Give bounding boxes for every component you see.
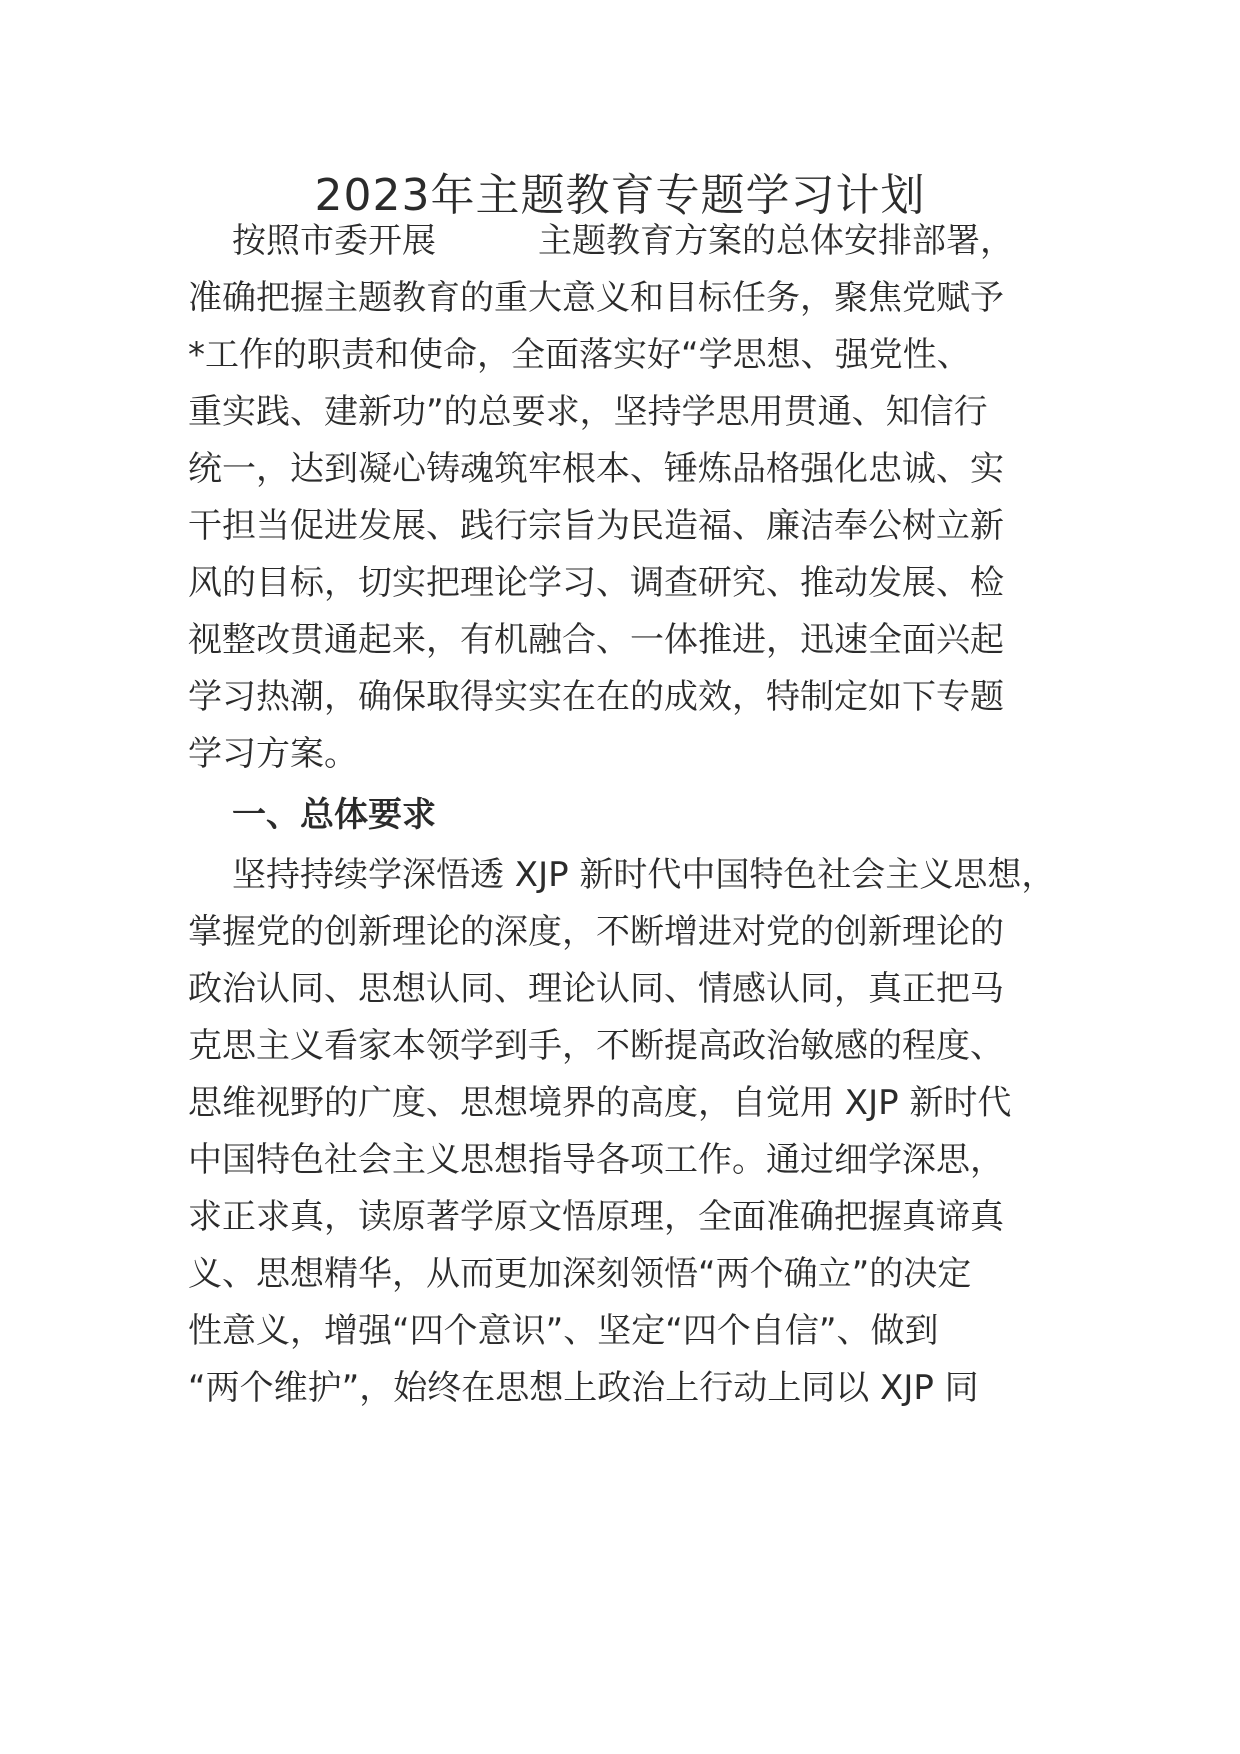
paragraph-line: 义、思想精华，从而更加深刻领悟“两个确立”的决定 (188, 1254, 972, 1294)
paragraph-line: 学习方案。 (188, 734, 358, 774)
paragraph-line: 掌握党的创新理论的深度，不断增进对党的创新理论的 (188, 912, 1004, 952)
paragraph-line: 重实践、建新功”的总要求，坚持学思用贯通、知信行 (188, 392, 988, 432)
paragraph-line: 视整改贯通起来，有机融合、一体推进，迅速全面兴起 (188, 620, 1004, 660)
paragraph-line: 性意义，增强“四个意识”、坚定“四个自信”、做到 (188, 1311, 939, 1351)
section-heading: 一、总体要求 (232, 795, 436, 835)
paragraph-line: 政治认同、思想认同、理论认同、情感认同，真正把马 (188, 969, 1004, 1009)
paragraph-line: 风的目标，切实把理论学习、调查研究、推动发展、检 (188, 563, 1004, 603)
paragraph-line: 按照市委开展 主题教育方案的总体安排部署， (232, 221, 1014, 261)
paragraph-line: 统一，达到凝心铸魂筑牢根本、锤炼品格强化忠诚、实 (188, 449, 1004, 489)
paragraph-line: 中国特色社会主义思想指导各项工作。通过细学深思， (188, 1140, 1004, 1180)
paragraph-line: *工作的职责和使命，全面落实好“学思想、强党性、 (188, 335, 971, 375)
paragraph-line: 克思主义看家本领学到手，不断提高政治敏感的程度、 (188, 1026, 1004, 1066)
paragraph-line: 坚持持续学深悟透 XJP 新时代中国特色社会主义思想， (232, 855, 1056, 895)
document-title: 2023年主题教育专题学习计划 (314, 170, 926, 221)
paragraph-line: 求正求真，读原著学原文悟原理，全面准确把握真谛真 (188, 1197, 1004, 1237)
paragraph-line: 思维视野的广度、思想境界的高度，自觉用 XJP 新时代 (188, 1083, 1012, 1123)
paragraph-line: 干担当促进发展、践行宗旨为民造福、廉洁奉公树立新 (188, 506, 1004, 546)
paragraph-line: 学习热潮，确保取得实实在在的成效，特制定如下专题 (188, 677, 1004, 717)
paragraph-line: 准确把握主题教育的重大意义和目标任务，聚焦党赋予 (188, 278, 1004, 318)
paragraph-line: “两个维护”，始终在思想上政治上行动上同以 XJP 同 (188, 1368, 979, 1408)
